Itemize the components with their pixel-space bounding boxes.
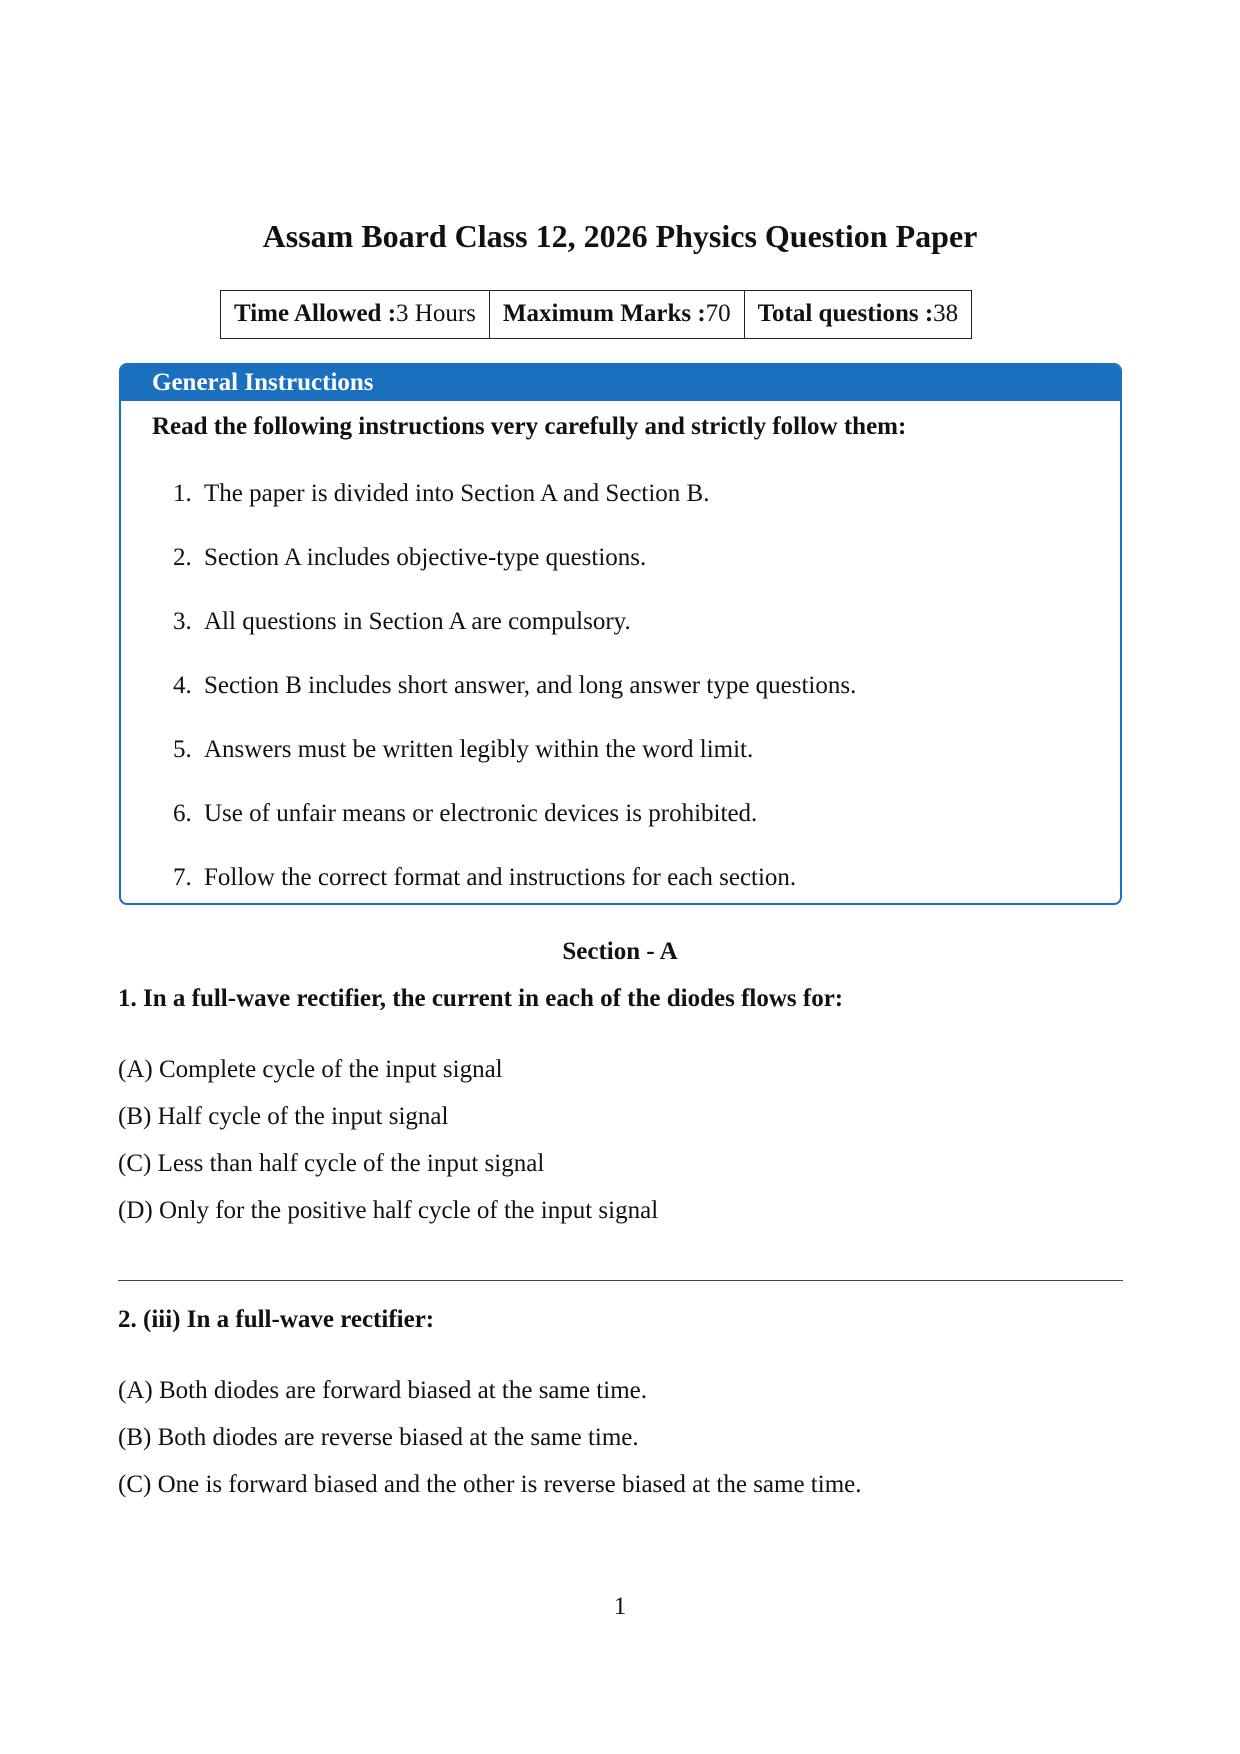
question-2-text: 2. (iii) In a full-wave rectifier:	[118, 1306, 435, 1333]
instructions-header: General Instructions	[121, 365, 1120, 401]
instruction-text: All questions in Section A are compulsory.	[204, 608, 631, 635]
maximum-marks-cell	[489, 291, 744, 339]
page-number: 1	[613, 1593, 627, 1620]
instruction-item	[173, 799, 856, 863]
option-item: (C) One is forward biased and the other is reverse biased at the same time.	[118, 1471, 862, 1498]
general-instructions-box	[119, 363, 1122, 905]
time-allowed-cell	[221, 291, 490, 339]
total-questions-value: 38	[933, 300, 959, 327]
instruction-text: Section B includes short answer, and long answer type questions.	[204, 672, 857, 699]
instruction-item	[173, 607, 856, 671]
instruction-number: 5.	[173, 736, 192, 763]
instructions-intro: Read the following instructions very carefully and strictly follow them:	[152, 413, 907, 440]
maximum-marks-label: Maximum Marks :	[502, 300, 706, 327]
option-item: (D) Only for the positive half cycle of the input signal	[118, 1197, 659, 1224]
total-questions-label: Total questions :	[757, 300, 934, 327]
option-item: (B) Half cycle of the input signal	[118, 1103, 449, 1130]
question-1-text: 1. In a full-wave rectifier, the current in each of the diodes flows for:	[118, 985, 844, 1012]
instruction-text: Follow the correct format and instructions for each section.	[204, 864, 797, 891]
time-allowed-label: Time Allowed :	[234, 300, 397, 327]
instruction-number: 3.	[173, 608, 192, 635]
instruction-text: Section A includes objective-type questions.	[204, 544, 647, 571]
instruction-item	[173, 671, 856, 735]
instructions-list	[173, 479, 856, 905]
maximum-marks-value: 70	[705, 300, 731, 327]
instruction-text: Use of unfair means or electronic devices is prohibited.	[204, 800, 758, 827]
option-item: (B) Both diodes are reverse biased at the same time.	[118, 1424, 639, 1451]
question-divider	[118, 1280, 1123, 1281]
question-2-options	[118, 1376, 862, 1517]
paper-title: Assam Board Class 12, 2026 Physics Question Paper	[262, 218, 978, 254]
instruction-item	[173, 479, 856, 543]
option-item: (C) Less than half cycle of the input signal	[118, 1150, 545, 1177]
instruction-item	[173, 863, 856, 905]
time-allowed-value: 3 Hours	[396, 300, 476, 327]
instruction-number: 6.	[173, 800, 192, 827]
instruction-text: The paper is divided into Section A and Section B.	[204, 480, 710, 507]
instruction-item	[173, 735, 856, 799]
instruction-number: 2.	[173, 544, 192, 571]
instruction-number: 1.	[173, 480, 192, 507]
total-questions-cell	[744, 291, 972, 339]
instruction-item	[173, 543, 856, 607]
instruction-number: 7.	[173, 864, 192, 891]
question-1-options	[118, 1055, 658, 1243]
instruction-number: 4.	[173, 672, 192, 699]
paper-info-table	[220, 290, 972, 339]
option-item: (A) Both diodes are forward biased at the same time.	[118, 1377, 647, 1404]
section-a-heading: Section - A	[562, 938, 678, 965]
option-item: (A) Complete cycle of the input signal	[118, 1056, 503, 1083]
instruction-text: Answers must be written legibly within the word limit.	[204, 736, 754, 763]
